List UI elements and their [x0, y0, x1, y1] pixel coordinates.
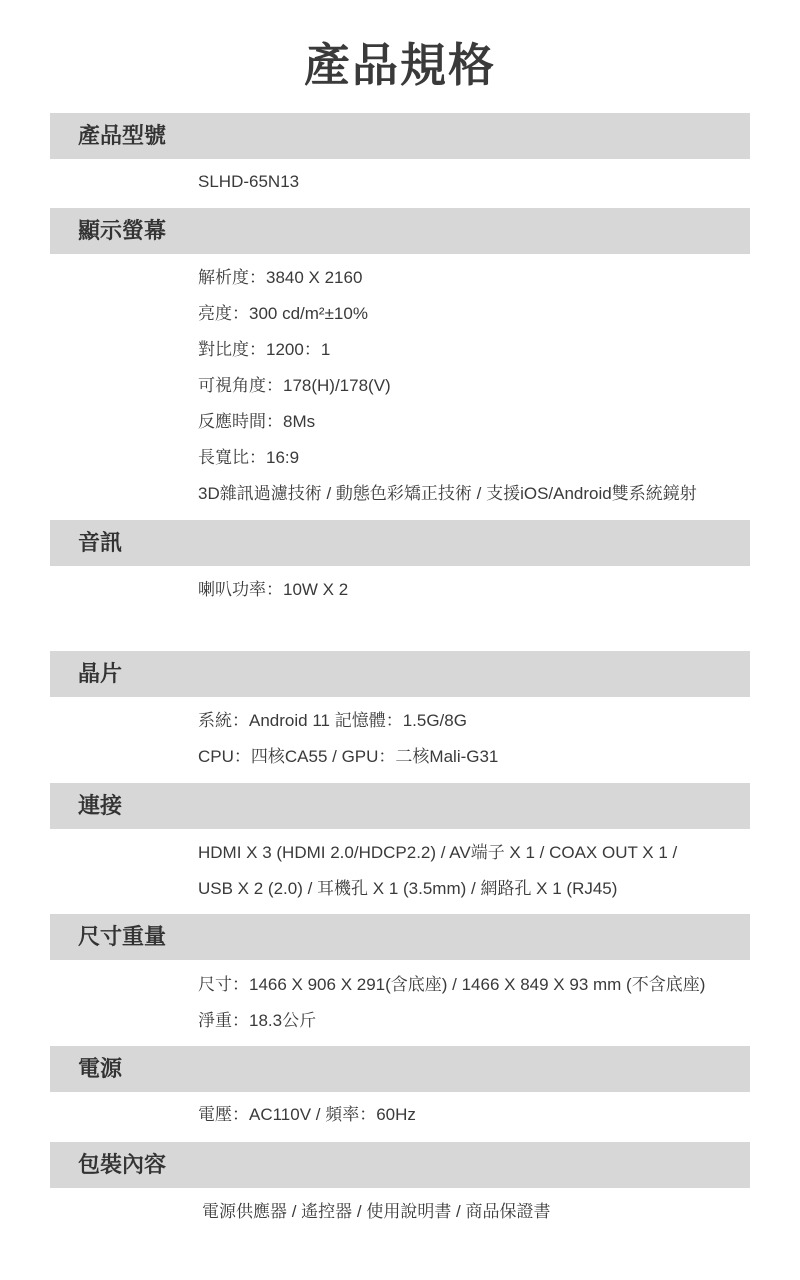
- section-header-display: [50, 208, 750, 254]
- spec-line-ports-1: HDMI X 3 (HDMI 2.0/HDCP2.2) / AV端子 X 1 / COAX OUT X 1 /: [198, 843, 678, 862]
- section-header-dimensions: [50, 914, 750, 960]
- spec-line-speaker: 喇叭功率：10W X 2: [198, 580, 349, 599]
- section-header-package: [50, 1142, 750, 1188]
- spec-line-weight: 淨重：18.3公斤: [198, 1011, 317, 1030]
- section-header-label: 產品型號: [78, 123, 167, 148]
- spec-line-package-contents: 電源供應器 / 遙控器 / 使用說明書 / 商品保證書: [202, 1202, 551, 1221]
- section-header-power: [50, 1046, 750, 1092]
- section-header-label: 電源: [78, 1056, 123, 1081]
- spec-line-cpu-gpu: CPU：四核CA55 / GPU：二核Mali-G31: [198, 747, 499, 766]
- spec-line-aspect-ratio: 長寬比：16:9: [198, 448, 300, 467]
- spec-line-voltage: 電壓：AC110V / 頻率：60Hz: [198, 1105, 416, 1124]
- section-header-chip: [50, 651, 750, 697]
- spec-line-model: SLHD-65N13: [198, 172, 300, 191]
- section-header-label: 晶片: [78, 661, 123, 686]
- spec-line-display-features: 3D雜訊過濾技術 / 動態色彩矯正技術 / 支援iOS/Android雙系統鏡射: [198, 484, 697, 503]
- section-header-connectivity: [50, 783, 750, 829]
- spec-line-response-time: 反應時間：8Ms: [198, 412, 316, 431]
- section-header-label: 音訊: [78, 530, 123, 555]
- section-header-label: 顯示螢幕: [78, 218, 167, 243]
- spec-line-dimensions: 尺寸：1466 X 906 X 291(含底座) / 1466 X 849 X 93 mm (不含底座): [198, 975, 706, 994]
- page-title: 產品規格: [304, 39, 496, 91]
- spec-line-ports-2: USB X 2 (2.0) / 耳機孔 X 1 (3.5mm) / 網路孔 X 1 (RJ45): [198, 879, 618, 898]
- section-header-audio: [50, 520, 750, 566]
- spec-line-resolution: 解析度：3840 X 2160: [198, 268, 363, 287]
- section-header-model: [50, 113, 750, 159]
- spec-line-system-memory: 系統：Android 11 記憶體：1.5G/8G: [198, 711, 467, 730]
- spec-line-contrast: 對比度：1200：1: [198, 340, 331, 359]
- section-header-label: 連接: [78, 793, 123, 818]
- section-header-label: 包裝內容: [78, 1152, 167, 1177]
- section-header-label: 尺寸重量: [78, 924, 167, 949]
- spec-line-viewing-angle: 可視角度：178(H)/178(V): [198, 376, 391, 395]
- spec-line-brightness: 亮度：300 cd/m²±10%: [198, 304, 368, 323]
